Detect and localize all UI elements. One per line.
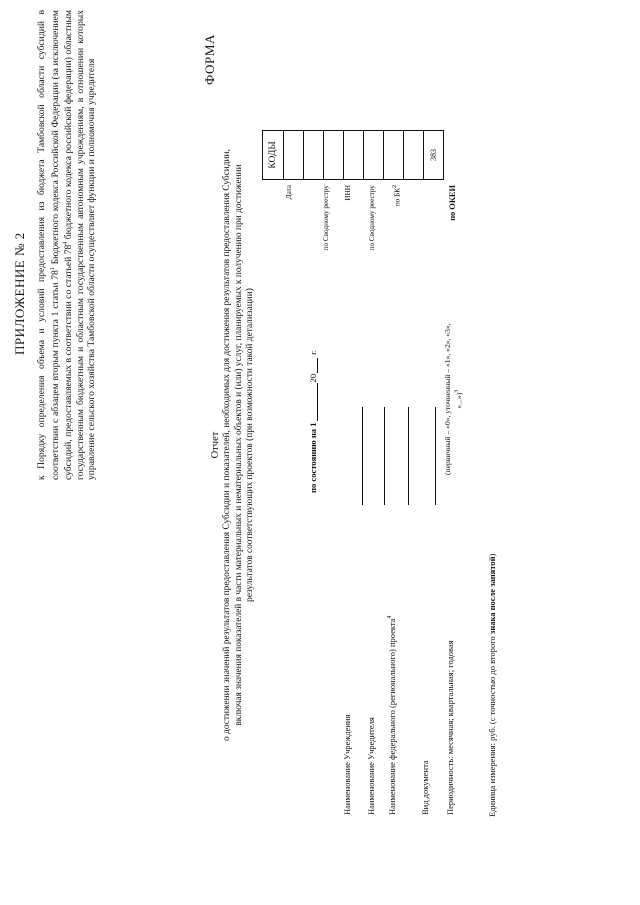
- codes-header: КОДЫ: [263, 131, 284, 180]
- svodny-reestr-label-1: по Сводному реестру: [322, 185, 330, 251]
- code-cell-blank[interactable]: [384, 131, 404, 180]
- units-label: Единица измерения: руб. (с точностью до второго знака после запятой): [487, 553, 497, 817]
- date-label: Дата: [285, 185, 293, 200]
- appendix-title: ПРИЛОЖЕНИЕ № 2: [12, 232, 27, 355]
- institution-label: Наименование Учреждения: [342, 714, 352, 815]
- appendix-text: к Порядку определения объема и условий предоставления из бюджета Тамбовской области субсидий в соответствии с абзацем вторым пункта 1 статьи $78^1$ Бюджетного кодекса Российской Федерации (за исключением субсидий, предоставляемых в соответствии со статьей $78^4$ бюджетного кодекса российской федерации) областным государственным бюджетным и областным государственным автономным учреждениям, в отношении которых управление сельского хозяйства Тамбовской области осуществляет функции и полномочия учредителя: [36, 9, 98, 480]
- periodicity-label: Периодичность: месячная; квартальная; годовая: [445, 640, 455, 815]
- code-cell-inn[interactable]: [324, 131, 344, 180]
- okei-label: по ОКЕИ: [448, 185, 457, 221]
- report-description: о достижении значений результатов предоставления Субсидии и показателей, необходимых для достижения результатов предоставления Субсидии, включая значения показателей в части материальных и нематериальных объектов и (или) услуг, планируемых к получению при достижении результатов соответствующих проектов (при возможности такой детализации): [222, 149, 256, 741]
- institution-line[interactable]: [362, 407, 363, 505]
- code-cell-okei[interactable]: 383: [424, 131, 444, 180]
- doc-type-label: Вид документа: [420, 760, 430, 815]
- project-line[interactable]: [408, 407, 409, 505]
- bk-label: по $БК^2$: [392, 185, 402, 207]
- code-cell-blank-2[interactable]: [404, 131, 424, 180]
- founder-label: Наименование Учредителя: [366, 717, 376, 815]
- code-cell-date[interactable]: [284, 131, 304, 180]
- code-cell-svodny-1[interactable]: [304, 131, 324, 180]
- form-label: ФОРМА: [202, 34, 217, 85]
- svodny-reestr-label-2: по Сводному реестру: [368, 185, 376, 251]
- doc-type-note: (первичный – «0», уточненный – «1», «2», «3», «...»)$^3$: [443, 323, 464, 475]
- codes-table: [262, 130, 444, 180]
- project-label: Наименование федерального (регионального) проекта$^4$: [387, 615, 397, 815]
- as-of-date: по состоянию на 120 г.: [308, 350, 318, 493]
- code-cell-svodny-2[interactable]: [344, 131, 364, 180]
- code-cell-bk[interactable]: [364, 131, 384, 180]
- doc-type-line[interactable]: [435, 407, 436, 505]
- report-title: Отчет: [210, 431, 221, 459]
- founder-line[interactable]: [384, 407, 385, 505]
- inn-label: ИНН: [344, 185, 352, 201]
